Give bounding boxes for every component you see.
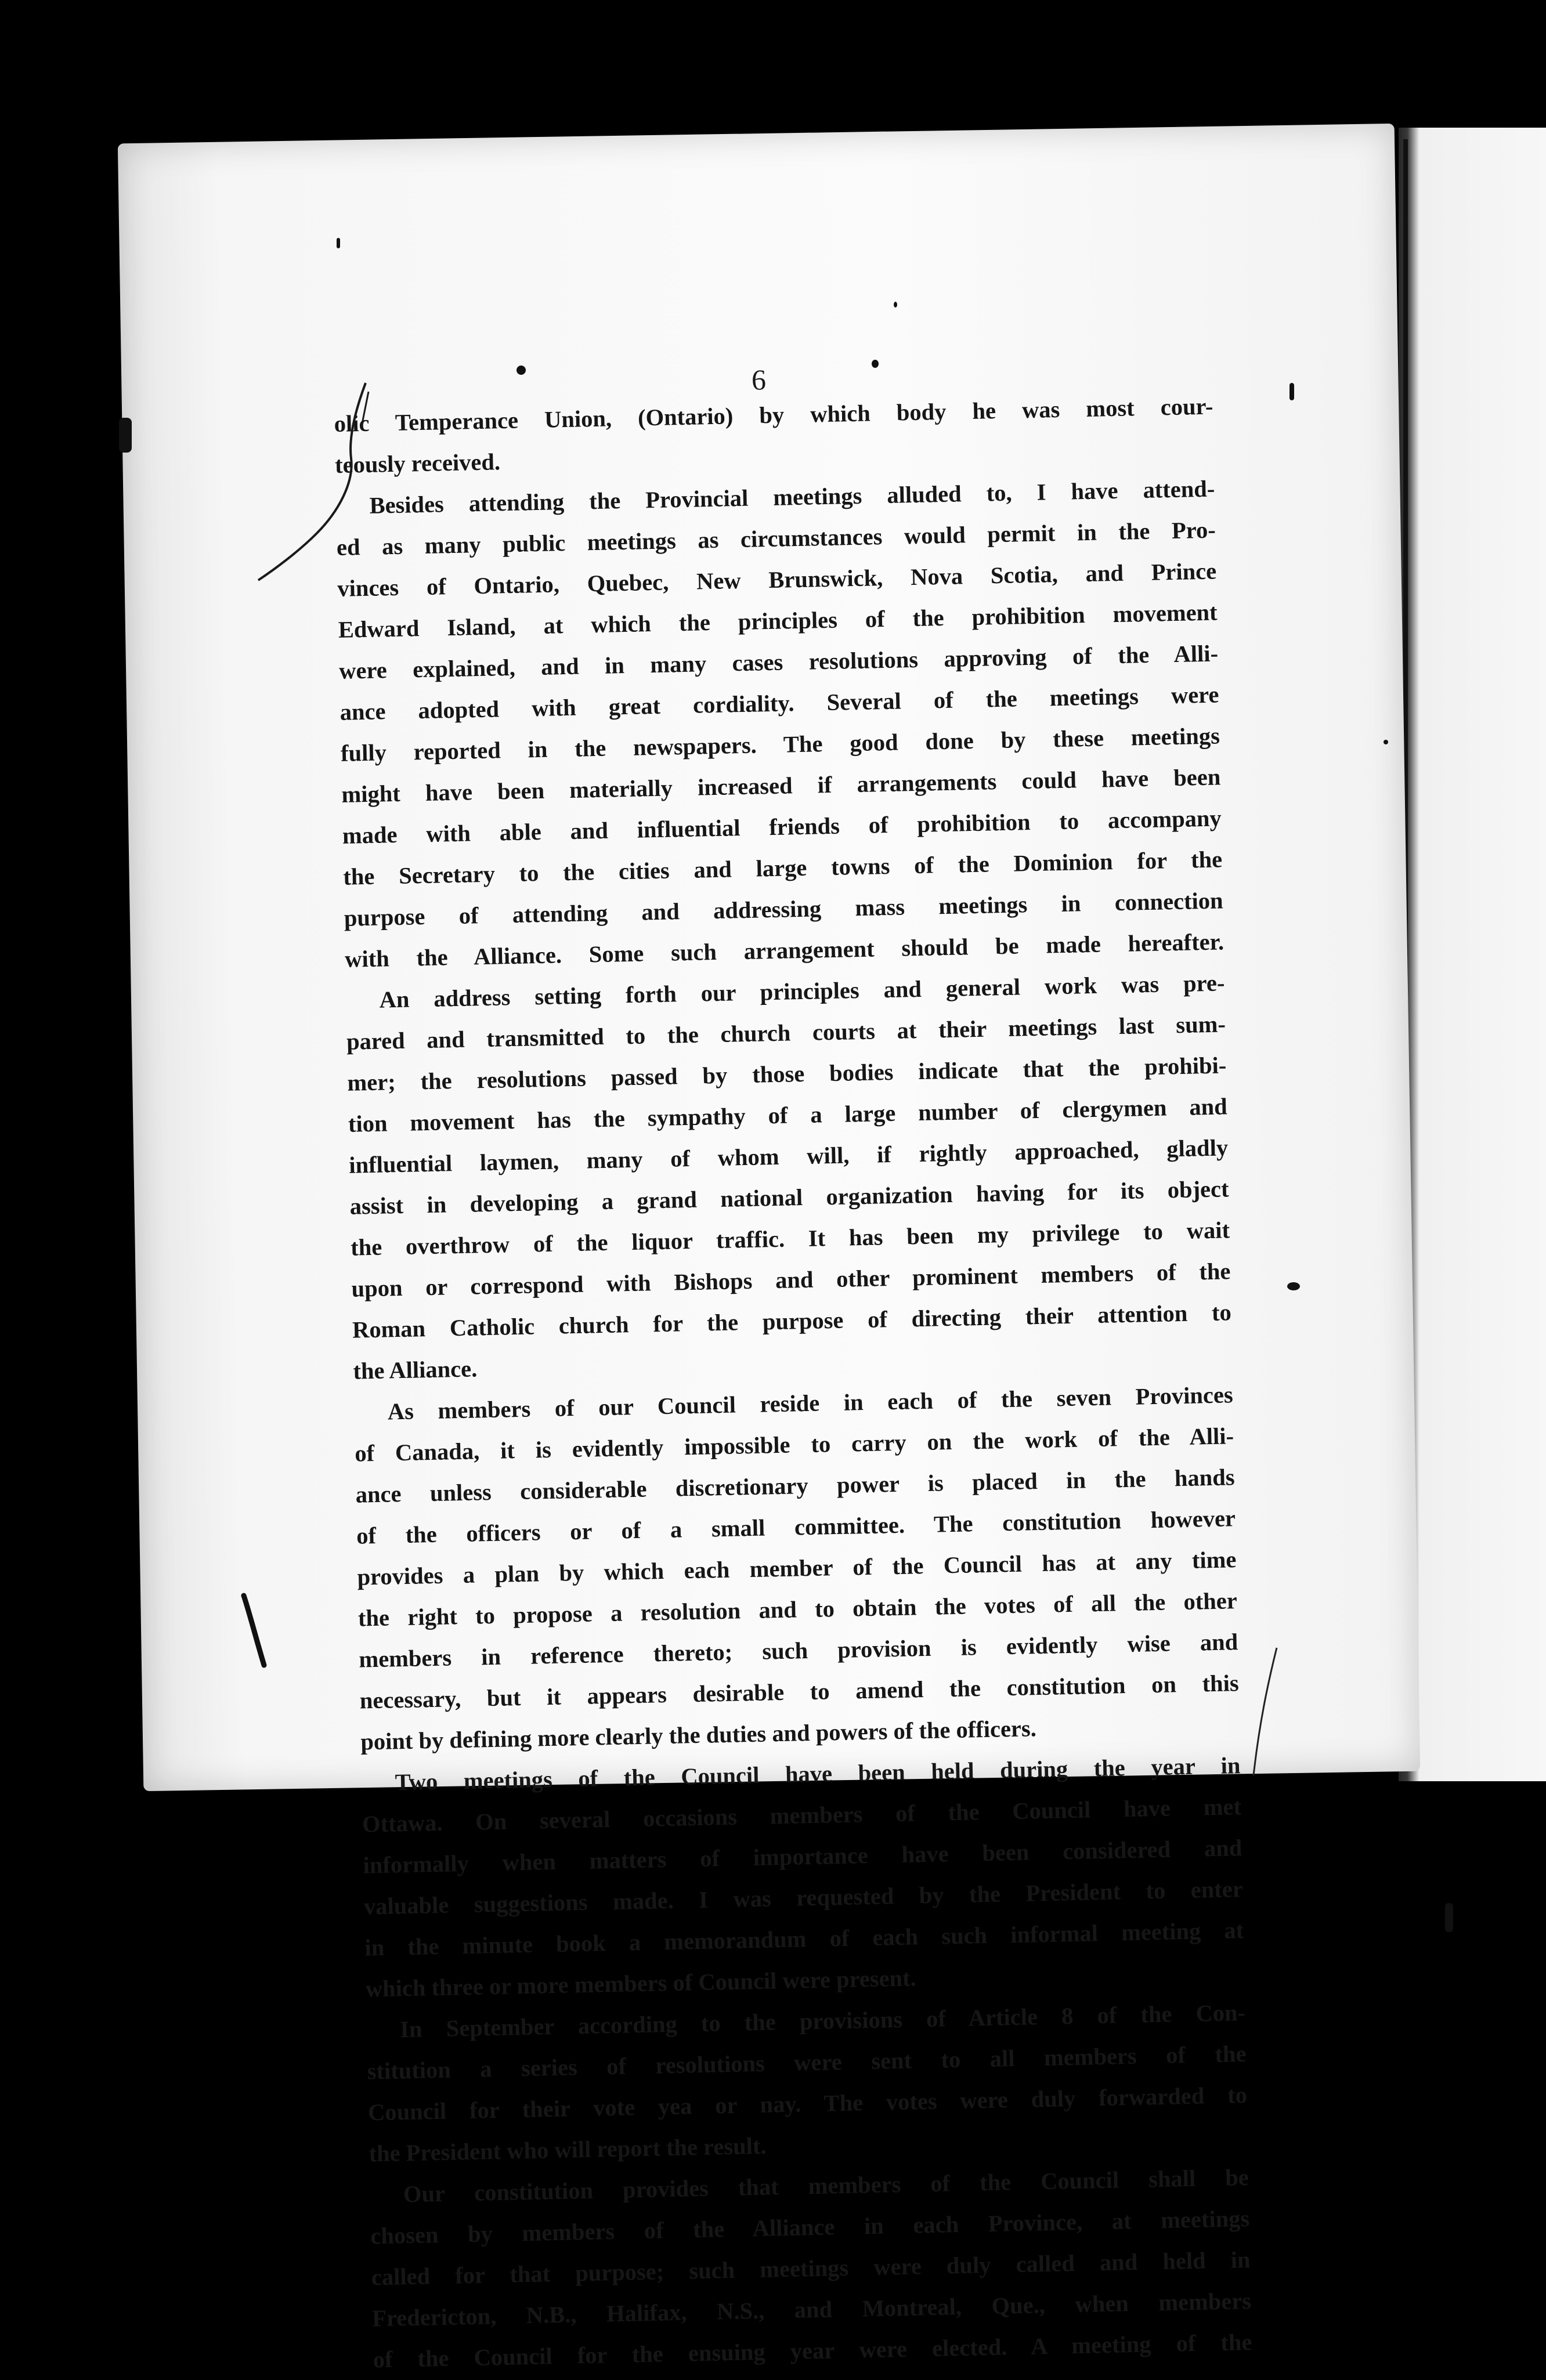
text-line: were explained, and in many cases resolutions approving of the Alli-: [338, 640, 1219, 684]
scan-speck: [1445, 1903, 1453, 1932]
text-line: point by defining more clearly the duties and powers of the officers.: [360, 1715, 1037, 1755]
text-line: provides a plan by which each member of the Council has at any time: [357, 1546, 1237, 1590]
scan-speck: [516, 366, 526, 375]
text-line: tion movement has the sympathy of a large number of clergymen and: [348, 1093, 1228, 1137]
text-line: informally when matters of importance have been considered and: [363, 1835, 1242, 1879]
text-line: ed as many public meetings as circumstances would permit in the Pro-: [336, 516, 1216, 560]
text-line: valuable suggestions made. I was requested by the President to enter: [363, 1876, 1244, 1920]
text-line: necessary, but it appears desirable to amend the constitution on this: [359, 1670, 1240, 1714]
text-line: the President who will report the result.: [369, 2132, 767, 2167]
text-line: influential laymen, many of whom will, if rightly approached, gladly: [348, 1134, 1229, 1178]
text-line: An address setting forth our principles and general work was pre-: [379, 970, 1225, 1013]
text-line: assist in developing a grand national organization having for its object: [349, 1175, 1229, 1220]
facing-page-edge: [1399, 128, 1546, 1781]
scan-speck: [119, 418, 132, 453]
text-line: the overthrow of the liquor traffic. It has been my privilege to wait: [350, 1217, 1230, 1261]
body-text: [334, 386, 1252, 2380]
scan-speck: [1287, 1282, 1300, 1290]
text-line: pared and transmitted to the church courts at their meetings last sum-: [346, 1011, 1226, 1055]
text-line: the Alliance.: [353, 1355, 478, 1384]
text-line: ance adopted with great cordiality. Several of the meetings were: [339, 681, 1219, 725]
text-line: called for that purpose; such meetings were duly called and held in: [371, 2246, 1251, 2291]
text-line: Council for their vote yea or nay. The votes were duly forwarded to: [367, 2082, 1248, 2126]
text-line: teously received.: [334, 448, 501, 478]
text-line: In September according to the provisions of Article 8 of the Con-: [399, 1999, 1246, 2043]
text-line: Our constitution provides that members of the Council shall be: [403, 2164, 1249, 2208]
text-line: upon or correspond with Bishops and other prominent members of the: [351, 1258, 1231, 1302]
text-line: olic Temperance Union, (Ontario) by which body he was most cour-: [334, 393, 1213, 437]
text-line: chosen by members of the Alliance in each Province, at meetings: [370, 2205, 1250, 2249]
text-line: the Secretary to the cities and large towns of the Dominion for the: [342, 846, 1223, 890]
text-line: which three or more members of Council were present.: [365, 1965, 917, 2002]
text-line: Two meetings of the Council have been held during the year in: [395, 1752, 1241, 1796]
scan-speck: [1384, 740, 1388, 744]
text-line: Besides attending the Provincial meetings alluded to, I have attend-: [369, 475, 1215, 519]
text-line: Roman Catholic church for the purpose of directing their attention to: [352, 1299, 1232, 1343]
text-line: with the Alliance. Some such arrangement should be made hereafter.: [344, 928, 1224, 972]
text-line: mer; the resolutions passed by those bodies indicate that the prohibi-: [347, 1052, 1227, 1096]
scan-speck: [337, 238, 340, 248]
text-line: fully reported in the newspapers. The good done by these meetings: [340, 722, 1220, 766]
text-line: stitution a series of resolutions were sent to all members of the: [367, 2041, 1247, 2085]
scan-speck: [894, 302, 897, 308]
text-line: Ottawa. On several occasions members of the Council have met: [362, 1793, 1242, 1838]
text-line: of the Council for the ensuing year were elected. A meeting of the: [373, 2328, 1252, 2373]
scan-speck: [872, 360, 879, 368]
text-line: As members of our Council reside in each of the seven Provinces: [387, 1381, 1234, 1425]
text-line: vinces of Ontario, Quebec, New Brunswick, Nova Scotia, and Prince: [337, 558, 1217, 602]
text-line: Fredericton, N.B., Halifax, N.S., and Montreal, Que., when members: [371, 2287, 1252, 2332]
page-number: 6: [752, 363, 766, 396]
text-line: purpose of attending and addressing mass meetings in connection: [344, 887, 1223, 931]
text-line: in the minute book a memorandum of each such informal meeting at: [364, 1917, 1244, 1961]
text-line: members in reference thereto; such provision is evidently wise and: [359, 1629, 1238, 1673]
text-line: ance unless considerable discretionary power is placed in the hands: [355, 1464, 1235, 1508]
text-line: the right to propose a resolution and to obtain the votes of all the other: [357, 1587, 1238, 1632]
scan-speck: [1289, 383, 1294, 400]
text-line: Edward Island, at which the principles of the prohibition movement: [338, 599, 1218, 643]
text-line: of Canada, it is evidently impossible to carry on the work of the Alli-: [354, 1423, 1234, 1467]
text-line: might have been materially increased if arrangements could have been: [341, 764, 1221, 808]
text-line: made with able and influential friends of prohibition to accompany: [342, 805, 1222, 849]
text-line: of the officers or of a small committee. The constitution however: [356, 1505, 1236, 1549]
